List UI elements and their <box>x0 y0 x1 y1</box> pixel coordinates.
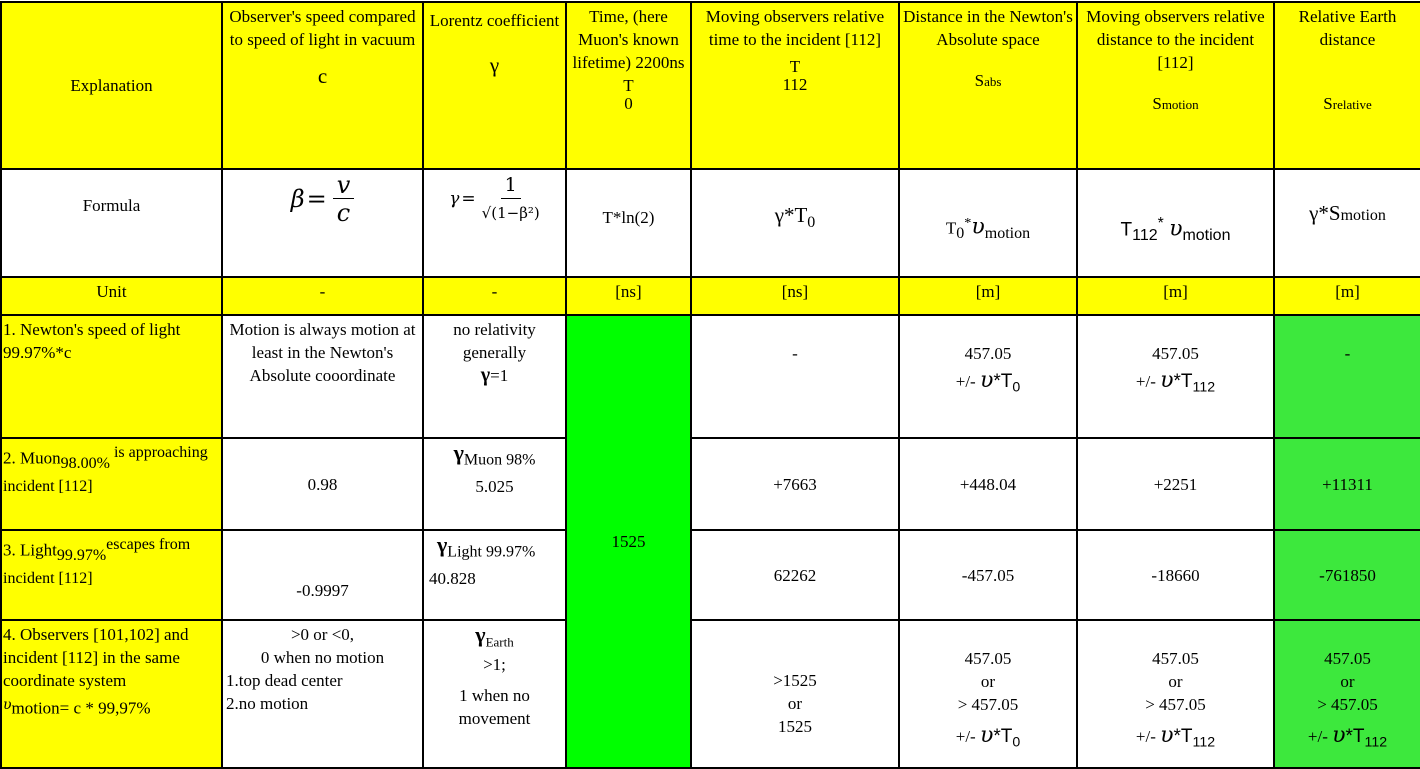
row4-speed: >0 or <0, 0 when no motion 1.top dead center 2.no motion <box>222 620 423 768</box>
row-4 <box>1 620 1420 768</box>
formula-time: T*ln(2) <box>566 169 691 277</box>
time-value-cell <box>566 315 691 768</box>
unit-row <box>1 277 1420 315</box>
unit-moving: [m] <box>1077 277 1274 315</box>
row1-moving: 457.05 +/- $\upsilon*T_{112}$ <box>1077 315 1274 438</box>
formula-beta: β = $\frac{v}{c}$ <box>222 169 423 277</box>
row3-moving-time: 62262 <box>691 530 899 620</box>
unit-lorentz: - <box>423 277 566 315</box>
row3-speed: -0.9997 <box>222 530 423 620</box>
formula-abs: $T_0^*\upsilon_{motion}$ <box>899 169 1077 277</box>
header-row <box>1 2 1420 169</box>
row4-relative: 457.05 or > 457.05 +/- $\upsilon*T_{112}$ <box>1274 620 1420 768</box>
row3-lorentz: $\gamma_{Light 99.97\%}$ 40.828 <box>423 530 566 620</box>
row2-moving: +2251 <box>1077 438 1274 530</box>
row2-speed: 0.98 <box>222 438 423 530</box>
header-moving-distance: Moving observers relative distance to the incident [112] Smotion <box>1077 2 1274 169</box>
header-moving-time: Moving observers relative time to the incident [112] T 112 <box>691 2 899 169</box>
row4-moving: 457.05 or > 457.05 +/- $\upsilon*T_{112}$ <box>1077 620 1274 768</box>
unit-abs: [m] <box>899 277 1077 315</box>
row4-moving-time: >1525 or 1525 <box>691 620 899 768</box>
header-relative: Relative Earth distance Srelative <box>1274 2 1420 169</box>
unit-relative: [m] <box>1274 277 1420 315</box>
header-abs-distance: Distance in the Newton's Absolute space Sabs <box>899 2 1077 169</box>
header-lorentz: Lorentz coefficient γ <box>423 2 566 169</box>
row2-label: 2. Muon$_{98.00\%}$ $^{is approaching incident [112]}$ <box>1 438 222 530</box>
row1-speed: Motion is always motion at least in the Newton's Absolute cooordinate <box>222 315 423 438</box>
header-speed: Observer's speed compared to speed of light in vacuum c <box>222 2 423 169</box>
row3-label: 3. Light$_{99.97\%}^{escapes from incident [112]}$ <box>1 530 222 620</box>
header-explanation: Explanation <box>1 2 222 169</box>
row2-relative: +11311 <box>1274 438 1420 530</box>
formula-moving-time: $\gamma*T_0$ <box>691 169 899 277</box>
unit-time: [ns] <box>566 277 691 315</box>
formula-gamma: γ = $\frac{1}{\text{√(1−β²)}}$ <box>423 169 566 277</box>
row1-relative: - <box>1274 315 1420 438</box>
row-2 <box>1 438 1420 530</box>
formula-label: Formula <box>1 169 222 277</box>
row3-abs: -457.05 <box>899 530 1077 620</box>
row4-label: 4. Observers [101,102] and incident [112] in the same coordinate system $\upsilon_{motion= c * 99,97\%}$ <box>1 620 222 768</box>
row3-moving: -18660 <box>1077 530 1274 620</box>
formula-relative: γ*Smotion <box>1274 169 1420 277</box>
unit-moving-time: [ns] <box>691 277 899 315</box>
row-1 <box>1 315 1420 438</box>
row1-moving-time: - <box>691 315 899 438</box>
row4-lorentz: $\gamma_{Earth}$ >1; 1 when no movement <box>423 620 566 768</box>
formula-moving: $T_{112}^*$ $\upsilon_{motion}$ <box>1077 169 1274 277</box>
row3-relative: -761850 <box>1274 530 1420 620</box>
unit-speed: - <box>222 277 423 315</box>
row2-abs: +448.04 <box>899 438 1077 530</box>
header-time: Time, (here Muon's known lifetime) 2200ns T 0 <box>566 2 691 169</box>
unit-label: Unit <box>1 277 222 315</box>
relativity-table <box>0 1 1420 769</box>
row1-label: 1. Newton's speed of light 99.97%*c <box>1 315 222 438</box>
row-3 <box>1 530 1420 620</box>
formula-row <box>1 169 1420 277</box>
time-value: 1525 <box>611 532 646 551</box>
row2-lorentz: $\gamma_{Muon 98\%}$ 5.025 <box>423 438 566 530</box>
row4-abs: 457.05 or > 457.05 +/- $\upsilon*T_0$ <box>899 620 1077 768</box>
row1-abs: 457.05 +/- $\upsilon*T_0$ <box>899 315 1077 438</box>
row1-lorentz: no relativity generally γ=1 <box>423 315 566 438</box>
row2-moving-time: +7663 <box>691 438 899 530</box>
